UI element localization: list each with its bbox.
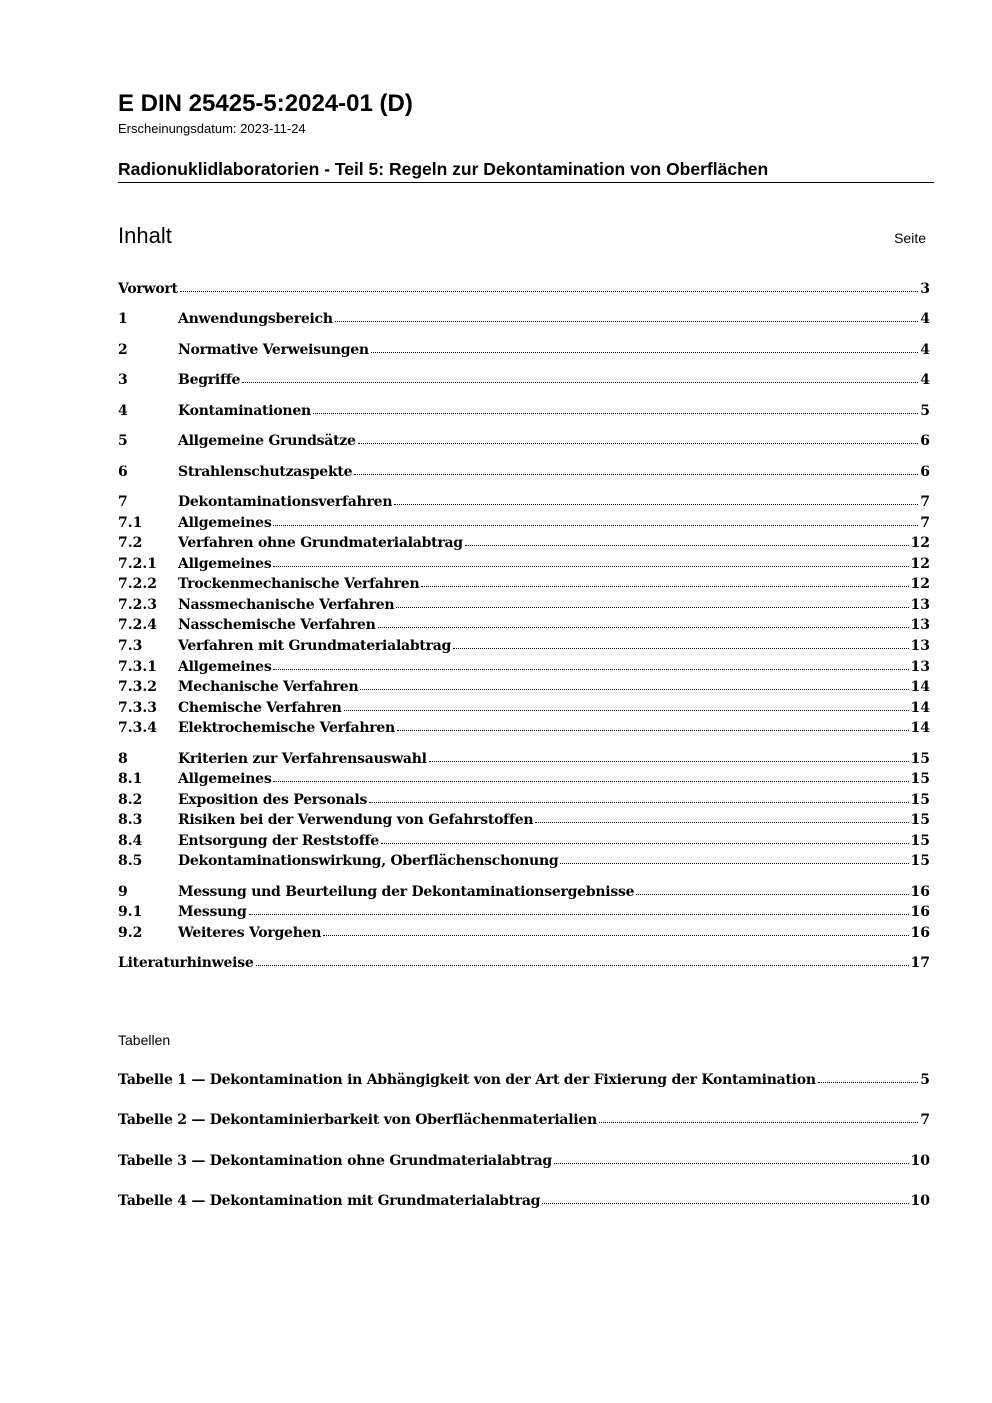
toc-entry-page: 12 [910,535,930,551]
toc-entry[interactable] [118,790,930,810]
toc-entry[interactable] [118,595,930,615]
toc-entry-number: 7.2.2 [118,576,157,592]
tables-heading: Tabellen [118,1032,171,1048]
toc-entry[interactable] [118,492,930,512]
table-entry-title: Tabelle 3 — Dekontamination ohne Grundmaterialabtrag [118,1153,552,1169]
toc-entry-page: 14 [910,700,930,716]
toc-entry[interactable] [118,677,930,697]
toc-entry-number: 8.4 [118,833,143,849]
toc-entry-number: 7.3.2 [118,679,157,695]
toc-entry-title: Anwendungsbereich [178,311,333,327]
toc-entry-title: Elektrochemische Verfahren [178,720,395,736]
toc-entry-title: Allgemeines [178,771,272,787]
publication-date: Erscheinungsdatum: 2023-11-24 [118,121,306,136]
dot-leader [560,863,908,864]
toc-entry-number: 7.3.3 [118,700,157,716]
toc-entry-number: 1 [118,311,128,327]
toc-entry-number: 7.2 [118,535,143,551]
toc-entry-number: 9.2 [118,925,143,941]
table-entry[interactable] [118,1110,930,1130]
dot-leader [421,586,908,587]
toc-entry[interactable] [118,882,930,902]
toc-entry-number: 8.2 [118,792,143,808]
toc-entry[interactable] [118,923,930,943]
toc-entry-title: Messung [178,904,247,920]
toc-entry[interactable] [118,718,930,738]
table-entry[interactable] [118,1151,930,1171]
toc-entry-title: Nassmechanische Verfahren [178,597,395,613]
toc-entry-page: 5 [920,403,930,419]
toc-entry-title: Messung und Beurteilung der Dekontaminationsergebnisse [178,884,635,900]
toc-entry-page: 7 [920,494,930,510]
toc-entry[interactable] [118,657,930,677]
toc-entry-number: 7.2.3 [118,597,157,613]
dot-leader [313,413,918,414]
toc-entry-page: 13 [910,597,930,613]
toc-entry-number: 9 [118,884,128,900]
toc-entry-title: Verfahren mit Grundmaterialabtrag [178,638,452,654]
toc-entry-title: Strahlenschutzaspekte [178,464,353,480]
toc-entry-page: 16 [910,925,930,941]
dot-leader [242,382,918,383]
toc-entry-title: Allgemeine Grundsätze [178,433,356,449]
table-entry-page: 10 [910,1193,930,1209]
toc-entry[interactable] [118,401,930,421]
table-entry-title: Tabelle 2 — Dekontaminierbarkeit von Oberflächenmaterialien [118,1112,597,1128]
dot-leader [256,965,909,966]
toc-entry-number: 8.5 [118,853,143,869]
toc-entry-page: 6 [920,464,930,480]
toc-entry-number: 8.1 [118,771,143,787]
toc-entry-number: 4 [118,403,128,419]
dot-leader [465,545,909,546]
table-entry[interactable] [118,1191,930,1211]
toc-entry[interactable] [118,749,930,769]
toc-entry-number: 7.3.1 [118,659,157,675]
toc-entry-title: Allgemeines [178,659,272,675]
toc-entry-page: 15 [910,792,930,808]
dot-leader [394,504,918,505]
toc-entry-page: 17 [910,955,930,971]
toc-entry-number: 7.3 [118,638,143,654]
toc-entry-page: 15 [910,751,930,767]
toc-entry-title: Allgemeines [178,515,272,531]
dot-leader [358,443,919,444]
dot-leader [180,291,918,292]
dot-leader [360,689,908,690]
toc-entry-page: 16 [910,884,930,900]
table-entry[interactable] [118,1070,930,1090]
toc-entry-page: 4 [920,372,930,388]
toc-entry-page: 14 [910,720,930,736]
toc-entry-page: 13 [910,617,930,633]
table-entry-page: 7 [920,1112,930,1128]
table-entry-title: Tabelle 4 — Dekontamination mit Grundmaterialabtrag [118,1193,541,1209]
page-column-label: Seite [894,230,926,246]
dot-leader [249,914,909,915]
toc-entry-title: Dekontaminationsverfahren [178,494,393,510]
toc-entry-number: 7.3.4 [118,720,157,736]
document-title: Radionuklidlaboratorien - Teil 5: Regeln zur Dekontamination von Oberflächen [118,158,934,183]
toc-entry-number: 5 [118,433,128,449]
toc-entry-title: Trockenmechanische Verfahren [178,576,420,592]
dot-leader [378,627,909,628]
toc-entry-title: Nasschemische Verfahren [178,617,376,633]
dot-leader [344,710,909,711]
dot-leader [335,321,919,322]
dot-leader [542,1203,908,1204]
dot-leader [273,781,908,782]
toc-entry[interactable] [118,698,930,718]
dot-leader [371,352,918,353]
toc-entry[interactable] [118,279,930,299]
toc-entry[interactable] [118,513,930,533]
toc-entry[interactable] [118,851,930,871]
dot-leader [396,607,908,608]
toc-entry[interactable] [118,902,930,922]
toc-entry-title: Mechanische Verfahren [178,679,359,695]
toc-entry-title: Literaturhinweise [118,955,254,971]
contents-heading: Inhalt [118,223,172,248]
toc-entry-page: 13 [910,638,930,654]
toc-entry-title: Begriffe [178,372,241,388]
dot-leader [599,1122,918,1123]
toc-entry-page: 15 [910,833,930,849]
toc-entry[interactable] [118,831,930,851]
toc-entry-number: 9.1 [118,904,143,920]
toc-entry-page: 4 [920,311,930,327]
toc-entry-title: Chemische Verfahren [178,700,342,716]
toc-entry-title: Kriterien zur Verfahrensauswahl [178,751,427,767]
toc-entry-title: Weiteres Vorgehen [178,925,322,941]
toc-entry-number: 3 [118,372,128,388]
toc-entry-title: Exposition des Personals [178,792,368,808]
toc-entry-page: 15 [910,812,930,828]
document-id: E DIN 25425-5:2024-01 (D) [118,90,413,117]
toc-entry[interactable] [118,769,930,789]
toc-entry-number: 8.3 [118,812,143,828]
toc-entry-number: 7.1 [118,515,143,531]
toc-entry-title: Kontaminationen [178,403,311,419]
toc-entry-number: 8 [118,751,128,767]
dot-leader [636,894,908,895]
table-entry-page: 5 [920,1072,930,1088]
table-entry-page: 10 [910,1153,930,1169]
table-entry-title: Tabelle 1 — Dekontamination in Abhängigkeit von der Art der Fixierung der Kontamination [118,1072,816,1088]
dot-leader [323,935,908,936]
dot-leader [354,474,918,475]
toc-entry-page: 12 [910,556,930,572]
toc-entry-number: 7.2.1 [118,556,157,572]
toc-entry[interactable] [118,309,930,329]
dot-leader [273,669,908,670]
toc-entry-title: Normative Verweisungen [178,342,369,358]
toc-entry[interactable] [118,953,930,973]
toc-entry-number: 6 [118,464,128,480]
toc-entry[interactable] [118,340,930,360]
toc-entry-page: 4 [920,342,930,358]
dot-leader [429,761,909,762]
toc-entry[interactable] [118,615,930,635]
toc-entry-title: Entsorgung der Reststoffe [178,833,379,849]
dot-leader [369,802,908,803]
toc-entry-page: 6 [920,433,930,449]
toc-entry-page: 7 [920,515,930,531]
toc-entry[interactable] [118,370,930,390]
dot-leader [381,843,909,844]
toc-entry-title: Vorwort [118,281,178,297]
toc-entry-page: 12 [910,576,930,592]
toc-entry-page: 14 [910,679,930,695]
dot-leader [453,648,908,649]
toc-entry-page: 16 [910,904,930,920]
dot-leader [273,525,918,526]
toc-entry-title: Dekontaminationswirkung, Oberflächenschonung [178,853,559,869]
toc-entry-page: 15 [910,771,930,787]
toc-entry-page: 13 [910,659,930,675]
toc-entry[interactable] [118,533,930,553]
toc-entry-page: 15 [910,853,930,869]
toc-entry-title: Risiken bei der Verwendung von Gefahrstoffen [178,812,534,828]
dot-leader [535,822,908,823]
toc-entry[interactable] [118,554,930,574]
dot-leader [397,730,909,731]
dot-leader [818,1082,919,1083]
toc-entry-title: Verfahren ohne Grundmaterialabtrag [178,535,463,551]
dot-leader [554,1163,909,1164]
dot-leader [273,566,908,567]
toc-entry-number: 7 [118,494,128,510]
toc-entry-page: 3 [920,281,930,297]
toc-entry-title: Allgemeines [178,556,272,572]
toc-entry[interactable] [118,810,930,830]
toc-entry[interactable] [118,574,930,594]
toc-entry[interactable] [118,431,930,451]
toc-entry[interactable] [118,636,930,656]
toc-entry[interactable] [118,462,930,482]
toc-entry-number: 2 [118,342,128,358]
toc-entry-number: 7.2.4 [118,617,157,633]
